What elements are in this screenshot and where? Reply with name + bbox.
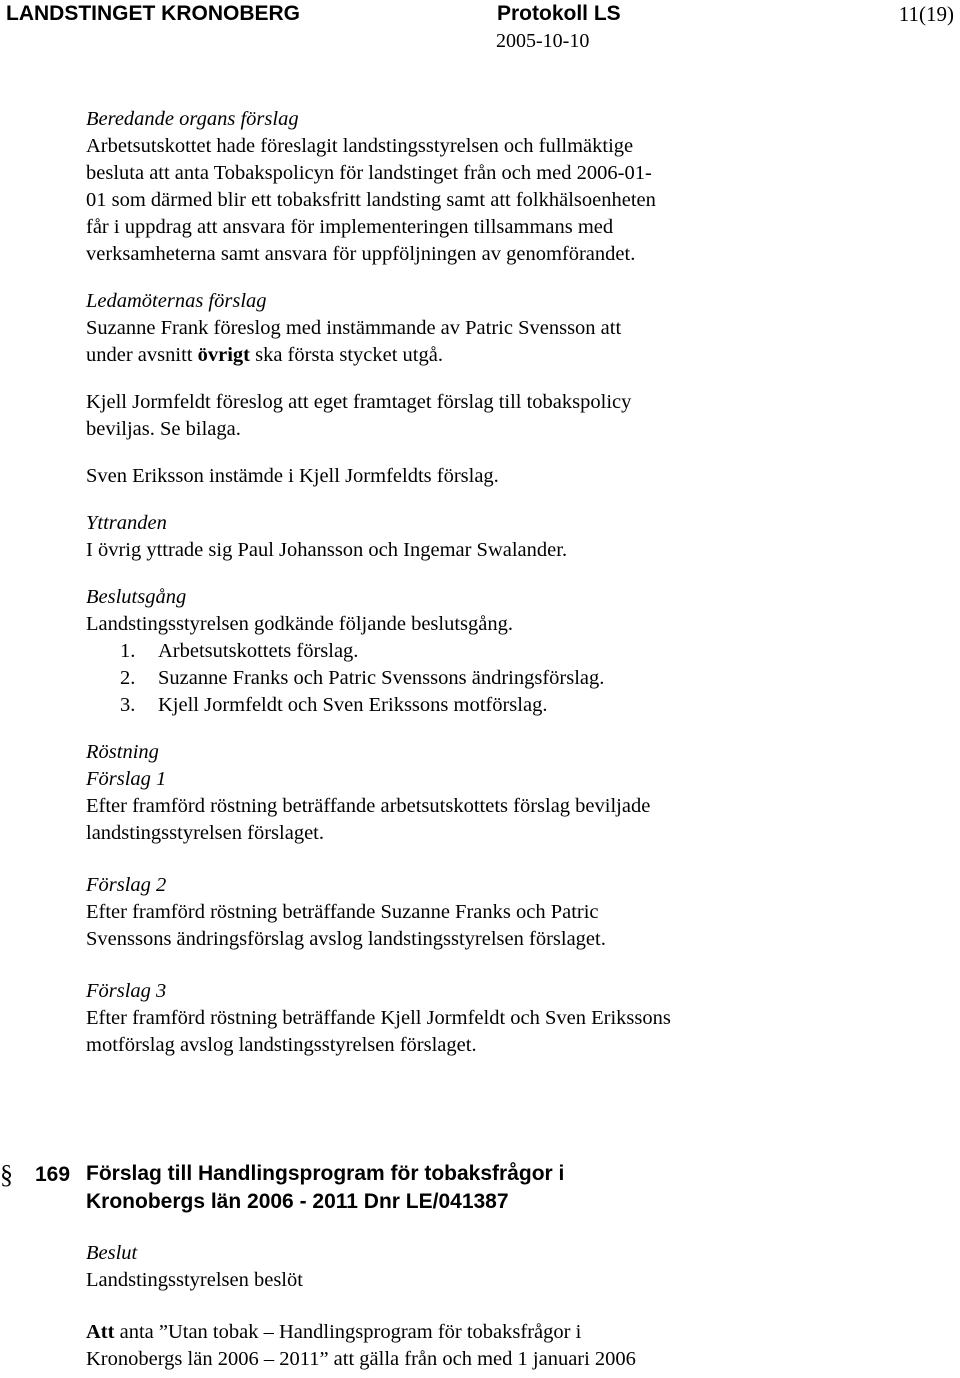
header-doc-title: Protokoll LS bbox=[497, 2, 621, 25]
section-title bbox=[86, 1160, 564, 1216]
heading-beslut: Beslut bbox=[86, 1242, 138, 1264]
text-line: Kjell Jormfeldt föreslog att eget framtaget förslag till tobakspolicy bbox=[86, 391, 632, 413]
text-segment: anta ”Utan tobak – Handlingsprogram för tobaksfrågor i bbox=[114, 1321, 582, 1343]
text-line: Efter framförd röstning beträffande arbetsutskottets förslag beviljade bbox=[86, 795, 651, 817]
list-number: 2. bbox=[120, 667, 136, 689]
text-line: Efter framförd röstning beträffande Suzanne Franks och Patric bbox=[86, 901, 599, 923]
section-title-line: Kronobergs län 2006 - 2011 Dnr LE/041387 bbox=[86, 1190, 509, 1213]
heading-beredande: Beredande organs förslag bbox=[86, 108, 299, 130]
text-line: Efter framförd röstning beträffande Kjell Jormfeldt och Sven Erikssons bbox=[86, 1007, 671, 1029]
text-line: Kronobergs län 2006 – 2011” att gälla från och med 1 januari 2006 bbox=[86, 1348, 636, 1370]
text-line: Svenssons ändringsförslag avslog landstingsstyrelsen förslaget. bbox=[86, 928, 606, 950]
list-number: 1. bbox=[120, 640, 136, 662]
heading-ledamoter: Ledamöternas förslag bbox=[86, 290, 267, 312]
section-number: 169 bbox=[35, 1163, 71, 1186]
text-line: Sven Eriksson instämde i Kjell Jormfeldts förslag. bbox=[86, 465, 499, 487]
list-text: Suzanne Franks och Patric Svenssons ändringsförslag. bbox=[158, 667, 605, 689]
text-line bbox=[86, 342, 946, 369]
text-line: motförslag avslog landstingsstyrelsen förslaget. bbox=[86, 1034, 477, 1056]
paragraph-beredande bbox=[86, 133, 946, 268]
text-line: besluta att anta Tobakspolicyn för landstinget från och med 2006-01- bbox=[86, 162, 652, 184]
text-segment: ska första stycket utgå. bbox=[249, 344, 443, 366]
text-line: verksamheterna samt ansvara för uppföljningen av genomförandet. bbox=[86, 243, 636, 265]
section-symbol: § bbox=[0, 1160, 13, 1189]
beslut-block bbox=[86, 1240, 946, 1373]
proposal-label: Förslag 1 bbox=[86, 768, 167, 790]
text-line: Landstingsstyrelsen beslöt bbox=[86, 1269, 303, 1291]
text-line bbox=[86, 1319, 946, 1346]
text-line: får i uppdrag att ansvara för implementeringen tillsammans med bbox=[86, 216, 614, 238]
header-page-number: 11(19) bbox=[898, 2, 954, 26]
text-segment: under avsnitt bbox=[86, 344, 198, 366]
list-text: Arbetsutskottets förslag. bbox=[158, 640, 359, 662]
text-line: Arbetsutskottet hade föreslagit landstingsstyrelsen och fullmäktige bbox=[86, 135, 634, 157]
bold-term: Att bbox=[86, 1321, 115, 1343]
list-item bbox=[86, 638, 946, 665]
list-item bbox=[86, 692, 946, 719]
text-line: 01 som därmed blir ett tobaksfritt landsting samt att folkhälsoenheten bbox=[86, 189, 656, 211]
proposal-label: Förslag 3 bbox=[86, 980, 167, 1002]
document-body bbox=[86, 106, 946, 1059]
list-item bbox=[86, 665, 946, 692]
section-title-line: Förslag till Handlingsprogram för tobaksfrågor i bbox=[86, 1162, 565, 1185]
header-org: LANDSTINGET KRONOBERG bbox=[6, 2, 300, 25]
text-line: landstingsstyrelsen förslaget. bbox=[86, 822, 324, 844]
list-number: 3. bbox=[120, 694, 136, 716]
heading-yttranden: Yttranden bbox=[86, 512, 167, 534]
header-date: 2005-10-10 bbox=[496, 30, 590, 52]
heading-beslutsgang: Beslutsgång bbox=[86, 586, 187, 608]
list-text: Kjell Jormfeldt och Sven Erikssons motförslag. bbox=[158, 694, 548, 716]
text-line: Landstingsstyrelsen godkände följande beslutsgång. bbox=[86, 613, 513, 635]
text-line: beviljas. Se bilaga. bbox=[86, 418, 241, 440]
text-line: Suzanne Frank föreslog med instämmande av Patric Svensson att bbox=[86, 317, 622, 339]
bold-term: övrigt bbox=[197, 344, 250, 366]
proposal-label: Förslag 2 bbox=[86, 874, 167, 896]
text-line: I övrig yttrade sig Paul Johansson och Ingemar Swalander. bbox=[86, 539, 568, 561]
heading-rostning: Röstning bbox=[86, 741, 159, 763]
